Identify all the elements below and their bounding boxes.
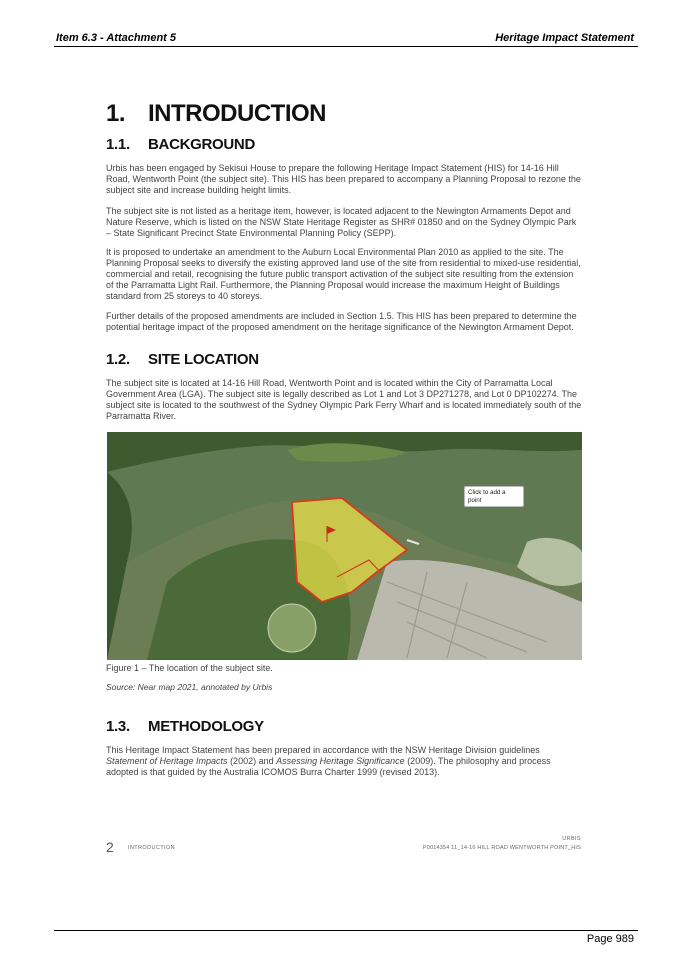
header-attachment-label: Item 6.3 - Attachment 5 — [56, 32, 177, 44]
footer-reference: P0014354 11_14-16 HILL ROAD WENTWORTH POINT_HIS — [422, 845, 581, 851]
subheading-number: 1.3. — [106, 718, 130, 735]
subheading-number: 1.1. — [106, 136, 130, 153]
map-tooltip: Click to add a point — [464, 486, 524, 507]
header-document-title: Heritage Impact Statement — [495, 32, 634, 44]
paragraph: The subject site is located at 14-16 Hill Road, Wentworth Point and is located within the City of Parramatta Local Government Area (LGA). The subject site is legally described as Lot 1 and Lot 3 DP271278, and Lot 0 DP102274. The subject site is located to the southwest of the Sydney Olympic Park Ferry Wharf and is located immediately south of the Parramatta River. — [106, 378, 582, 422]
subheading-methodology — [106, 718, 264, 735]
footer-page-number: 2 — [106, 839, 114, 855]
aerial-image — [107, 432, 582, 660]
section-title: INTRODUCTION — [148, 100, 326, 127]
paragraph: Urbis has been engaged by Sekisui House to prepare the following Heritage Impact Statement (HIS) for 14-16 Hill Road, Wentworth Point (the subject site). This HIS has been prepared to accompany a Planning Proposal to rezone the subject site and increase building height limits. — [106, 163, 581, 196]
figure-source: Source: Near map 2021, annotated by Urbis — [106, 682, 273, 692]
paragraph: This Heritage Impact Statement has been prepared in accordance with the NSW Heritage Division guidelines Statement of Heritage Impacts (2002) and Assessing Heritage Significance (2009). The philosophy and process adopted is that guided by the Australia ICOMOS Burra Charter 1999 (revised 2013). — [106, 745, 551, 778]
footer-section: INTRODUCTION — [128, 845, 175, 851]
section-number: 1. — [106, 100, 126, 127]
page-number: Page 989 — [586, 933, 634, 945]
subheading-title: METHODOLOGY — [148, 718, 264, 735]
subheading-number: 1.2. — [106, 351, 130, 368]
subheading-site-location — [106, 351, 259, 368]
paragraph: Further details of the proposed amendments are included in Section 1.5. This HIS has been prepared to determine the potential heritage impact of the proposed amendment on the heritage significance of the Newington Armament Depot. — [106, 311, 577, 333]
paragraph: The subject site is not listed as a heritage item, however, is located adjacent to the Newington Armaments Depot and Nature Reserve, which is listed on the NSW State Heritage Register as SHR# 01850 and on the Sydney Olympic Park – State Significant Precinct State Environmental Planning Policy (SEPP). — [106, 206, 577, 239]
subheading-title: SITE LOCATION — [148, 351, 259, 368]
bottom-divider — [54, 930, 638, 931]
subheading-background — [106, 136, 255, 153]
section-heading-introduction — [106, 100, 326, 128]
paragraph: It is proposed to undertake an amendment to the Auburn Local Environmental Plan 2010 as applied to the site. The Planning Proposal seeks to diversify the existing approved land use of the site from residential to mixed-use residential, commercial and retail, recognising the future public transport activation of the subject site resulting from the extension of the Parramatta Light Rail. Furthermore, the Planning Proposal would increase the maximum Height of Buildings standard from 25 storeys to 40 storeys. — [106, 247, 581, 302]
subheading-title: BACKGROUND — [148, 136, 255, 153]
page-header — [54, 30, 638, 47]
site-location-aerial-map — [107, 432, 582, 660]
footer-brand: URBIS — [562, 836, 581, 842]
figure-caption: Figure 1 – The location of the subject site. — [106, 663, 273, 673]
